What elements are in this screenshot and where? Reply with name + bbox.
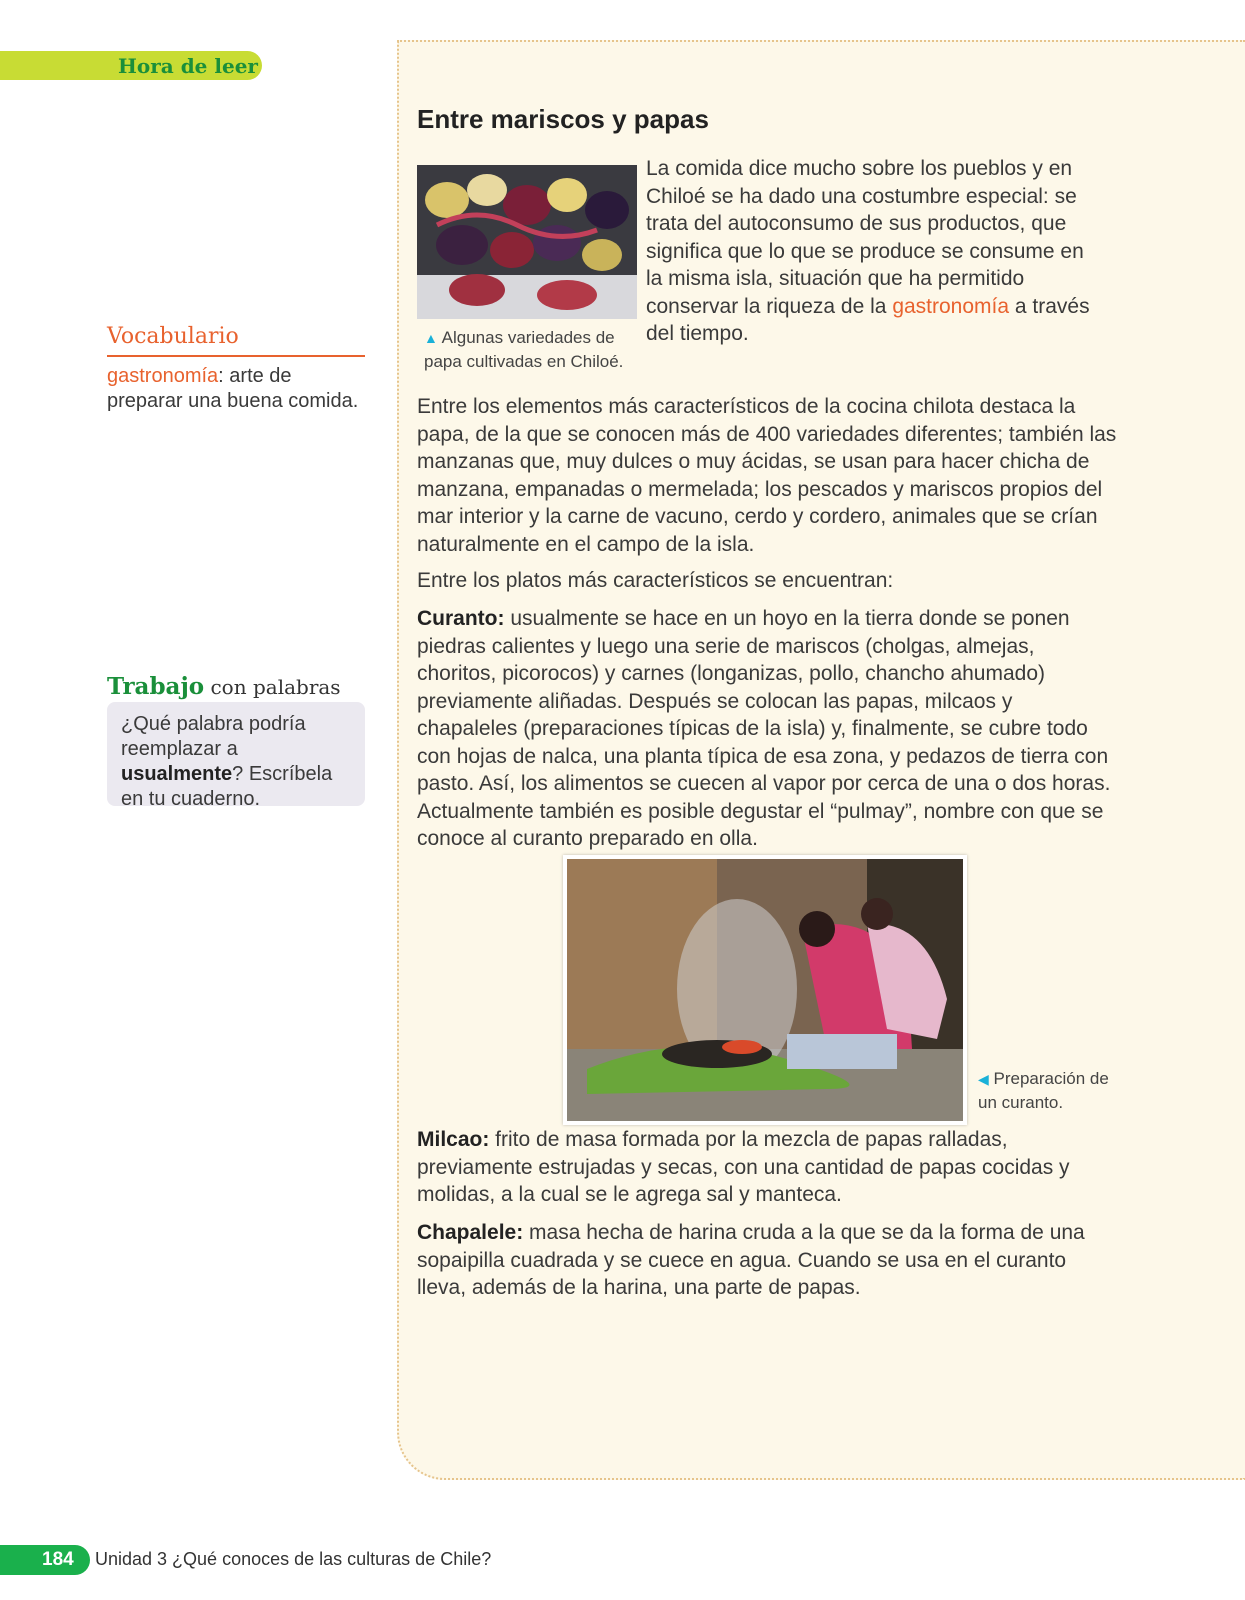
page-number-badge xyxy=(0,1545,90,1575)
word-work-title xyxy=(107,673,341,700)
milcao-term: Milcao: xyxy=(417,1128,490,1151)
vocabulary-title: Vocabulario xyxy=(107,324,239,349)
potatoes-illustration xyxy=(417,165,637,319)
word-work-box xyxy=(107,702,365,810)
intro-paragraph xyxy=(646,155,1101,348)
intro-text-before: La comida dice mucho sobre los pueblos y en Chiloé se ha dado una costumbre especial: se trata del autoconsumo de sus productos, que significa que lo que se produce se consume en la misma isla, situación que ha permitido conservar la riqueza de la xyxy=(646,157,1084,318)
curanto-text: usualmente se hace en un hoyo en la tierra donde se ponen piedras calientes y luego una serie de mariscos (cholgas, almejas, choritos, picorocos) y carnes (longanizas, pollo, chancho ahumado) previamente aliñadas. Después se colocan las papas, milcaos y chapaleles (preparaciones típicas de la isla) y, finalmente, se cubre todo con hojas de nalca, una planta típica de esa zona, y pedazos de tierra con pasto. Así, los alimentos se cuecen al vapor por cerca de una o dos horas. Actualmente también es posible degustar el “pulmay”, nombre con que se conoce al curanto preparado en olla. xyxy=(417,607,1111,850)
article-title: Entre mariscos y papas xyxy=(417,104,709,134)
triangle-up-icon: ▲ xyxy=(424,330,438,346)
word-work-word: usualmente xyxy=(121,763,233,785)
intro-highlight-word: gastronomía xyxy=(892,294,1010,318)
vocabulary-divider xyxy=(107,355,365,357)
triangle-left-icon: ◀ xyxy=(978,1071,989,1087)
potatoes-caption xyxy=(424,326,654,373)
section-tab xyxy=(0,51,262,80)
curanto-caption xyxy=(978,1067,1128,1114)
chapalele-term: Chapalele: xyxy=(417,1221,524,1244)
page-number: 184 xyxy=(42,1549,74,1570)
word-work-title-bold: Trabajo xyxy=(107,673,205,700)
unit-title: Unidad 3 ¿Qué conoces de las culturas de Chile? xyxy=(95,1549,492,1569)
section-label: Hora de leer xyxy=(118,54,258,78)
potatoes-caption-text: Algunas variedades de papa cultivadas en Chiloé. xyxy=(424,328,624,371)
word-work-after: ? Escríbela en tu cuaderno. xyxy=(121,763,333,810)
vocabulary-definition-text: : arte de preparar una buena comida. xyxy=(107,365,359,412)
milcao-text: frito de masa formada por la mezcla de papas ralladas, previamente estrujadas y secas, con una cantidad de papas cocidas y molidas, a la cual se le agrega sal y manteca. xyxy=(417,1128,1070,1206)
chapalele-text: masa hecha de harina cruda a la que se da la forma de una sopaipilla cuadrada y se cuece en agua. Cuando se usa en el curanto lleva, además de la harina, una parte de papas. xyxy=(417,1221,1085,1299)
curanto-illustration xyxy=(567,859,963,1121)
paragraph-ingredients: Entre los elementos más característicos de la cocina chilota destaca la papa, de la que se conocen más de 400 variedades diferentes; también las manzanas que, muy dulces o muy ácidas, se usan para hacer chicha de manzana, empanadas o mermelada; los pescados y mariscos propios del mar interior y la carne de vacuno, cerdo y cordero, animales que se crían naturalmente en el campo de la isla. xyxy=(417,395,1117,556)
paragraph-chapalele xyxy=(417,1219,1117,1302)
curanto-caption-text: Preparación de un curanto. xyxy=(978,1069,1109,1112)
vocabulary-definition xyxy=(107,364,369,414)
word-work-before: ¿Qué palabra podría reemplazar a xyxy=(121,713,306,760)
paragraph-curanto xyxy=(417,605,1117,853)
intro-text-after: a través del tiempo. xyxy=(646,294,1090,345)
curanto-term: Curanto: xyxy=(417,607,505,630)
vocabulary-term: gastronomía xyxy=(107,365,219,387)
potatoes-photo xyxy=(417,165,637,319)
paragraph-dishes-intro: Entre los platos más característicos se encuentran: xyxy=(417,569,894,592)
curanto-photo xyxy=(563,855,967,1125)
word-work-title-rest: con palabras xyxy=(204,675,341,699)
paragraph-milcao xyxy=(417,1126,1117,1209)
